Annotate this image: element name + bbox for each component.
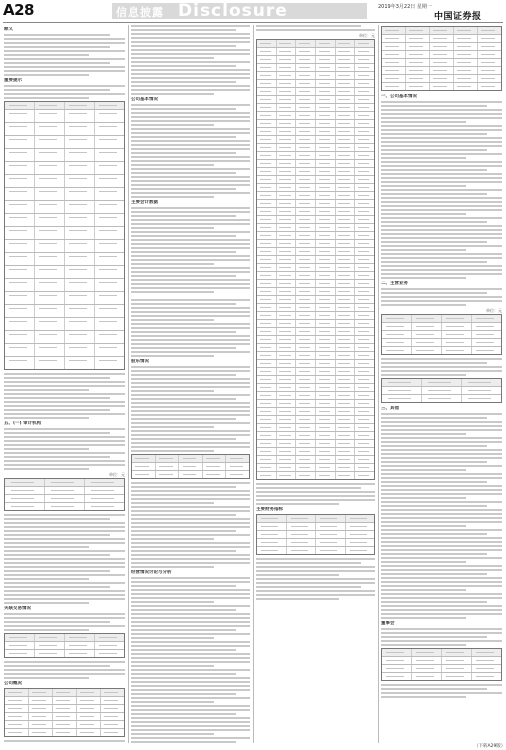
block-title: 一、公司基本情况: [381, 94, 417, 99]
block-title: 关联交易情况: [4, 606, 31, 611]
section-title-en: Disclosure: [178, 1, 288, 21]
block-title: 股东情况: [131, 359, 149, 364]
data-table: [4, 688, 125, 737]
block-title: 重要提示: [4, 78, 22, 83]
newspaper-logo: 中国证券报: [434, 12, 482, 22]
column-3: [256, 25, 375, 743]
data-table: [4, 478, 125, 511]
block-title: 三、其他: [381, 406, 399, 411]
column-1: [4, 25, 125, 743]
data-table: [256, 39, 375, 480]
unit-label: 单位：元: [486, 308, 502, 313]
data-table: [381, 648, 502, 681]
header-rule: [3, 22, 503, 23]
column-divider: [253, 25, 254, 743]
block-title: 公司概况: [4, 681, 22, 686]
data-table: [4, 101, 125, 370]
data-table: [4, 633, 125, 658]
section-banner: [112, 3, 367, 19]
block-title: 二、主营业务: [381, 281, 408, 286]
continued-note: （下转A29版）: [474, 744, 506, 749]
block-title: 五、(一) 审计机构: [4, 421, 42, 426]
block-title: 主要会计数据: [131, 200, 158, 205]
unit-label: 单位：元: [109, 472, 125, 477]
page-header: [0, 0, 506, 22]
column-2: [131, 25, 250, 743]
data-table: [381, 314, 502, 355]
issue-date: 2019年3月22日 星期一: [378, 4, 432, 10]
column-divider: [128, 25, 129, 743]
block-title: 经营情况讨论与分析: [131, 570, 172, 575]
block-title: 公司基本情况: [131, 97, 158, 102]
data-table: [256, 514, 375, 555]
block-title: 董事会: [381, 621, 395, 626]
column-4: [381, 25, 502, 743]
page-number: A28: [3, 1, 34, 19]
column-divider: [378, 25, 379, 743]
unit-label: 单位：元: [359, 33, 375, 38]
block-title: 主要财务指标: [256, 507, 283, 512]
data-table: [381, 378, 502, 403]
section-title-cn: 信息披露: [116, 6, 164, 19]
data-table: [131, 454, 250, 479]
data-table: [381, 26, 502, 91]
block-title: 释义: [4, 27, 13, 32]
